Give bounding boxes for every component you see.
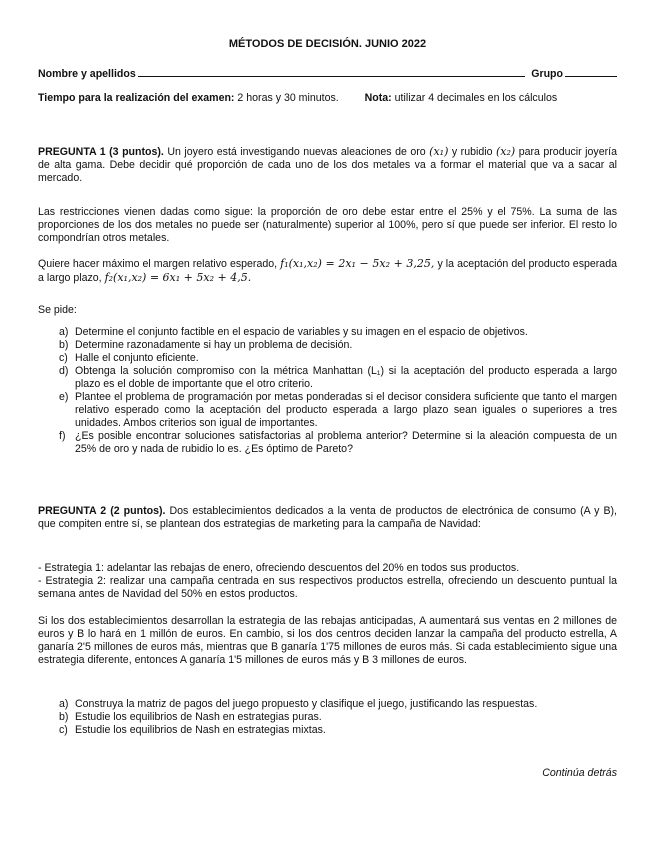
q2-intro (38, 505, 617, 531)
note-label: Nota: (364, 92, 392, 104)
q1-text-c: para producir joyería de alta gama. Debe decidir qué proporción de cada uno de los dos metales va a formar el material que va a sacar al mercado. (38, 146, 617, 184)
note-value: utilizar 4 decimales en los cálculos (394, 92, 558, 104)
objective-f2: f₂(x₁,x₂) = 6x₁ + 5x₂ + 4,5. (104, 271, 252, 284)
group-blank-line (565, 67, 617, 77)
q2-items-list (38, 698, 617, 737)
q2-payoffs: Si los dos establecimientos desarrollan la estrategia de las rebajas anticipadas, A aumentará sus ventas en 2 millones de euros y B lo hará en 1 millón de euros. En cambio, si los dos centros deciden lanzar la campaña del producto estrella, A ganaría 2'5 millones de euros más, mientras que B ganaría 1'75 millones de euros más. Si cada establecimiento sigue una estrategia diferente, entonces A ganaría 1'5 millones de euros más y B 3 millones de euros. (38, 615, 617, 666)
q1-heading: PREGUNTA 1 (3 puntos). (38, 146, 164, 158)
time-label: Tiempo para la realización del examen: (38, 92, 235, 104)
var-x1: (x₁) (429, 145, 449, 158)
list-item: d) Obtenga la solución compromiso con la métrica Manhattan (L₁) si la aceptación del producto esperada a largo plazo es el doble de importante que el otro criterio. (59, 365, 617, 390)
q1-intro (38, 145, 617, 185)
name-group-row (38, 67, 617, 81)
q1-obj-text-b: y la aceptación del producto esperada a largo plazo, (38, 258, 617, 284)
q1-constraints: Las restricciones vienen dadas como sigue: la proporción de oro debe estar entre el 25% y el 75%. La suma de las proporciones de los dos metales no puede ser (naturalmente) superior al 100%, pero sí que puede ser inferior. El resto lo compondrían otros metales. (38, 206, 617, 244)
list-item: f) ¿Es posible encontrar soluciones satisfactorias al problema anterior? Determine si la aleación compuesta de un 25% de oro y nada de rubidio lo es. ¿Es óptimo de Pareto? (59, 430, 617, 455)
q1-text-a: Un joyero está investigando nuevas aleaciones de oro (167, 146, 426, 158)
list-item: b) Determine razonadamente si hay un problema de decisión. (59, 339, 353, 351)
list-item: c) Estudie los equilibrios de Nash en estrategias mixtas. (59, 724, 326, 736)
q2-text: Dos establecimientos dedicados a la venta de productos de electrónica de consumo (A y B), que compiten entre sí, se plantean dos estrategias de marketing para la campaña de Navidad: (38, 505, 617, 530)
list-item: a) Determine el conjunto factible en el espacio de variables y su imagen en el espacio de objetivos. (59, 326, 528, 338)
continue-note: Continúa detrás (542, 767, 617, 779)
list-item: b) Estudie los equilibrios de Nash en estrategias puras. (59, 711, 322, 723)
q2-heading: PREGUNTA 2 (2 puntos). (38, 505, 166, 517)
list-item: e) Plantee el problema de programación por metas ponderadas si el decisor considera suficiente que tanto el margen relativo esperado como la aceptación del producto esperada a largo plazo sean iguales o superiores a tres unidades. Ambos criterios son igual de importantes. (59, 391, 617, 429)
exam-title: MÉTODOS DE DECISIÓN. JUNIO 2022 (228, 38, 427, 50)
objective-f1: f₁(x₁,x₂) = 2x₁ − 5x₂ + 3,25, (280, 257, 435, 270)
time-note-row (38, 92, 617, 105)
q1-ask: Se pide: (38, 304, 77, 316)
name-blank-line (138, 67, 525, 77)
q1-obj-text-a: Quiere hacer máximo el margen relativo esperado, (38, 258, 278, 270)
q2-strategy-2: - Estrategia 2: realizar una campaña centrada en sus respectivos productos estrella, ofreciendo un descuento puntual la semana antes de Navidad del 50% en estos productos. (38, 575, 617, 600)
q1-objectives (38, 257, 617, 285)
var-x2: (x₂) (495, 145, 516, 158)
q2-strategy-1: - Estrategia 1: adelantar las rebajas de enero, ofreciendo descuentos del 20% en todos sus productos. (38, 562, 520, 574)
list-item: c) Halle el conjunto eficiente. (59, 352, 199, 364)
q1-text-b: y rubidio (451, 146, 493, 158)
time-value: 2 horas y 30 minutos. (237, 92, 339, 104)
list-item: a) Construya la matriz de pagos del juego propuesto y clasifique el juego, justificando las respuestas. (59, 698, 538, 710)
group-label: Grupo (531, 68, 563, 80)
name-label: Nombre y apellidos (38, 68, 136, 80)
q1-items-list (38, 326, 617, 456)
